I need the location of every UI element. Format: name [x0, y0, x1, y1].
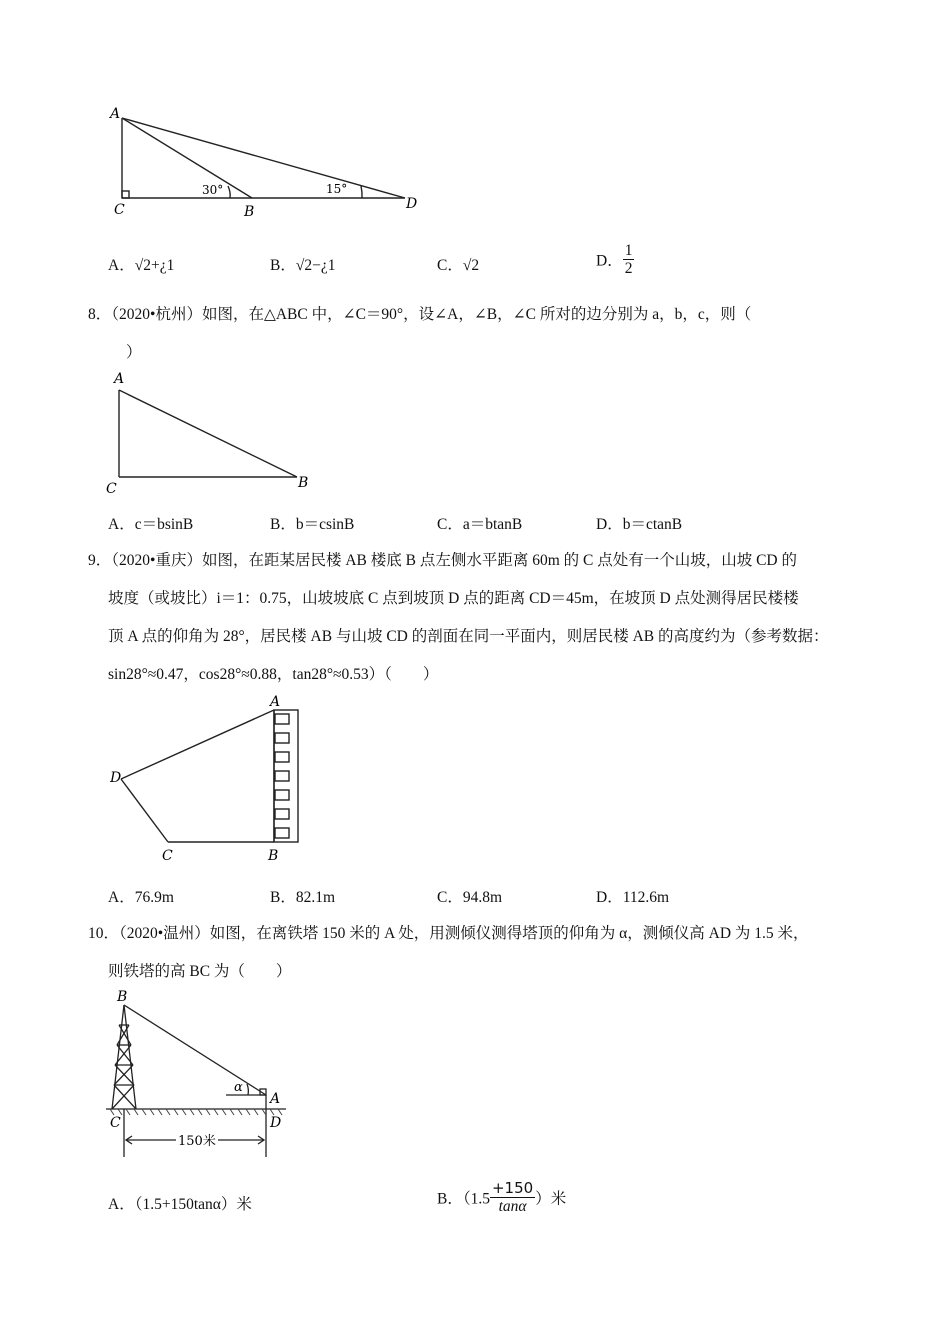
option-label: A．: [108, 889, 135, 906]
option-text: （1.5+150tanα）米: [134, 1196, 252, 1213]
option-text: b＝ctanB: [622, 516, 683, 533]
option-text: a＝btanB: [462, 516, 523, 533]
q8-option-c[interactable]: [437, 512, 522, 534]
q9-figure: [100, 690, 320, 870]
q9-option-b[interactable]: [270, 885, 335, 907]
question-text: （2020•杭州）如图，在△ABC 中，∠C＝90°，设∠A，∠B，∠C 所对的边分别为 a，b，c，则（: [111, 306, 752, 323]
option-text: √2: [462, 257, 480, 274]
q9-label-d: D: [110, 770, 122, 786]
option-text: c＝bsinB: [134, 516, 194, 533]
q7-label-d: D: [406, 196, 418, 212]
fraction-denominator: tanα: [498, 1197, 527, 1215]
q7-option-c[interactable]: [437, 253, 479, 275]
option-label: D．: [596, 516, 623, 533]
option-label: B．: [270, 257, 296, 274]
q8-figure: [100, 365, 320, 500]
q7-label-b: B: [244, 204, 255, 220]
q7-label-a: A: [110, 106, 121, 122]
q10-ground-hatching: [110, 1109, 282, 1115]
option-prefix: （1.5: [462, 1190, 490, 1208]
fraction-numerator: 1: [624, 242, 633, 259]
fraction: [623, 242, 635, 277]
q10-figure: [100, 985, 300, 1165]
q10-distance-label: 150米: [178, 1134, 216, 1149]
q10-stem-line2: 则铁塔的高 BC 为（ ）: [108, 963, 292, 980]
option-text: b＝csinB: [295, 516, 355, 533]
q9-stem-line3: 顶 A 点的仰角为 28°，居民楼 AB 与山坡 CD 的剖面在同一平面内，则居民楼 AB 的高度约为（参考数据：: [108, 628, 829, 645]
q8-stem-line2: ）: [126, 344, 142, 361]
q9-stem-line1: [88, 548, 797, 570]
question-text: （2020•温州）如图，在离铁塔 150 米的 A 处，用测倾仪测得塔顶的仰角为 α，测倾仪高 AD 为 1.5 米，: [119, 925, 809, 942]
q10-label-b: B: [117, 989, 128, 1005]
option-label: B．: [270, 516, 296, 533]
q10-stem-line1: [88, 921, 809, 943]
q8-label-b: B: [298, 475, 309, 491]
q9-stem-line2: 坡度（或坡比）i＝1：0.75，山坡坡底 C 点到坡顶 D 点的距离 CD＝45m，在坡顶 D 点处测得居民楼楼: [108, 590, 799, 607]
q10-label-d: D: [270, 1115, 282, 1131]
option-label: A．: [108, 516, 135, 533]
option-text: 82.1m: [295, 889, 336, 906]
q10-option-a[interactable]: [108, 1192, 252, 1214]
q10-option-b[interactable]: [437, 1180, 566, 1215]
option-suffix: ）米: [535, 1190, 567, 1208]
q8-option-d[interactable]: [596, 512, 682, 534]
option-text: 112.6m: [622, 889, 670, 906]
q10-label-a: A: [270, 1091, 281, 1107]
q8-label-a: A: [114, 371, 125, 387]
option-label: C．: [437, 889, 463, 906]
option-label: D．: [596, 889, 623, 906]
option-text: 94.8m: [462, 889, 503, 906]
option-label: A．: [108, 1196, 135, 1213]
question-text: （2020•重庆）如图，在距某居民楼 AB 楼底 B 点左侧水平距离 60m 的 C 点处有一个山坡，山坡 CD 的: [111, 552, 797, 569]
fraction: [490, 1180, 535, 1215]
q8-stem-line1: [88, 302, 751, 324]
q7-label-c: C: [114, 202, 125, 218]
option-text: √2+¿1: [134, 257, 175, 274]
option-label: D．: [596, 252, 623, 270]
q8-label-c: C: [106, 481, 117, 497]
q7-angle-30: 30°: [202, 183, 224, 197]
question-number: 10．: [88, 925, 120, 942]
q7-option-a[interactable]: [108, 253, 174, 275]
q9-option-c[interactable]: [437, 885, 502, 907]
q9-label-c: C: [162, 848, 173, 864]
fraction-numerator: +150: [491, 1179, 534, 1197]
option-label: B．: [270, 889, 296, 906]
option-label: A．: [108, 257, 135, 274]
q9-option-a[interactable]: [108, 885, 174, 907]
q7-option-d[interactable]: [596, 242, 634, 277]
q9-label-b: B: [268, 848, 279, 864]
q7-angle-15: 15°: [326, 182, 348, 196]
q8-option-b[interactable]: [270, 512, 354, 534]
q9-option-d[interactable]: [596, 885, 669, 907]
option-label: C．: [437, 257, 463, 274]
option-text: 76.9m: [134, 889, 174, 906]
option-label: C．: [437, 516, 463, 533]
q9-label-a: A: [270, 694, 281, 710]
q9-stem-line4: sin28°≈0.47，cos28°≈0.88，tan28°≈0.53）（ ）: [108, 666, 439, 683]
q10-label-c: C: [110, 1115, 121, 1131]
option-label: B．: [437, 1190, 463, 1208]
question-number: 9．: [88, 552, 112, 569]
question-number: 8．: [88, 306, 112, 323]
option-text: √2−¿1: [295, 257, 336, 274]
q7-figure: [100, 100, 430, 225]
fraction-denominator: 2: [624, 260, 633, 278]
q10-label-alpha: α: [234, 1080, 243, 1095]
q7-option-b[interactable]: [270, 253, 335, 275]
q8-option-a[interactable]: [108, 512, 193, 534]
